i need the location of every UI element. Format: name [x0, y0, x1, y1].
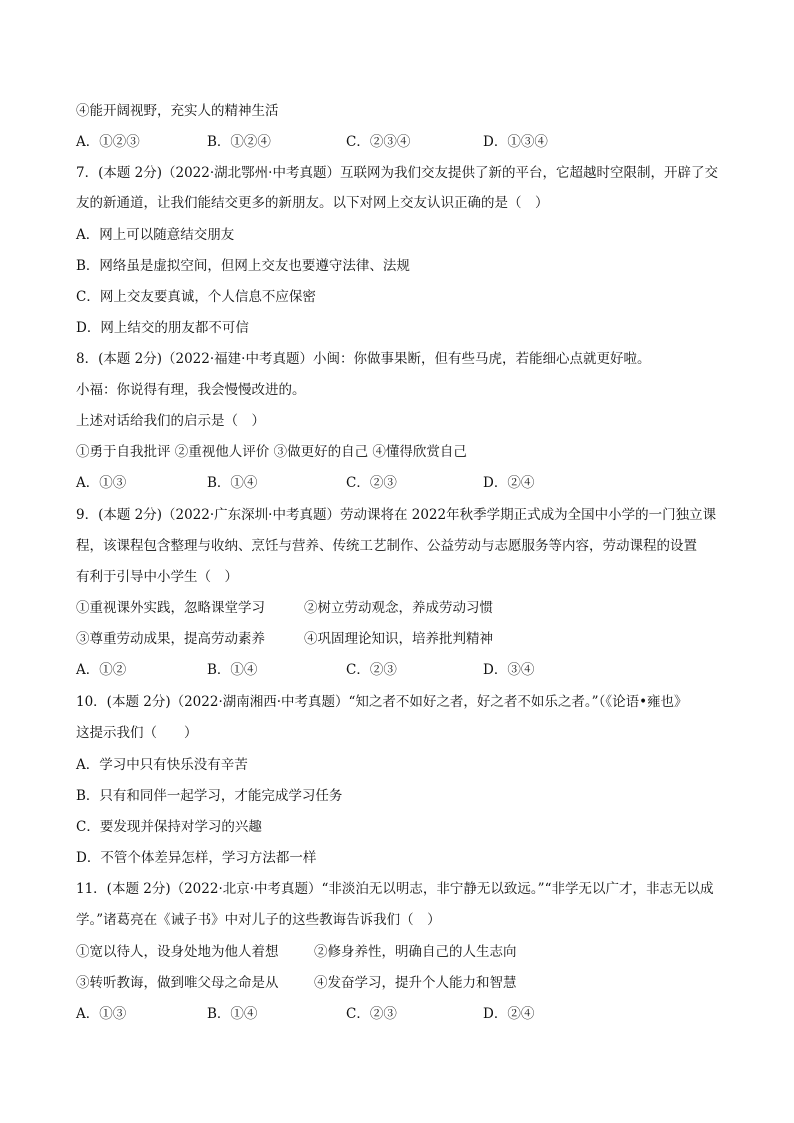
option-a: A．①②③ [76, 134, 140, 150]
prev-question-item-4: ④能开阔视野，充实人的精神生活 [76, 103, 279, 119]
option-a: A．①② [76, 662, 127, 678]
q9-stem-line-2: 程，该课程包含整理与收纳、烹饪与营养、传统工艺制作、公益劳动与志愿服务等内容，劳动课程的设置 [76, 538, 697, 554]
q11-item-4: ④发奋学习，提升个人能力和智慧 [314, 975, 517, 991]
q10-option-a: A．学习中只有快乐没有辛苦 [76, 757, 248, 773]
option-d: D．①③④ [483, 134, 548, 150]
option-a: A．①③ [76, 475, 127, 491]
option-c: C．②③ [346, 1006, 397, 1022]
q7-option-d: D．网上结交的朋友都不可信 [76, 320, 249, 336]
q10-option-d: D．不管个体差异怎样，学习方法都一样 [76, 850, 317, 866]
q10-stem-line-1: 10．(本题 2分)（2022·湖南湘西·中考真题）“知之者不如好之者，好之者不如乐之者。”（《论语•雍也》 [76, 694, 688, 710]
q9-item-4: ④巩固理论知识，培养批判精神 [304, 631, 493, 647]
option-c: C．②③ [346, 475, 397, 491]
q9-item-1: ①重视课外实践，忽略课堂学习 [76, 600, 265, 616]
q8-items: ①勇于自我批评 ②重视他人评价 ③做更好的自己 ④懂得欣赏自己 [76, 444, 467, 460]
q9-stem-line-1: 9．(本题 2分)（2022·广东深圳·中考真题）劳动课将在 2022年秋季学期正式成为全国中小学的一门独立课 [76, 507, 717, 523]
q11-item-3: ③转听教诲，做到唯父母之命是从 [76, 975, 279, 991]
q7-option-a: A．网上可以随意结交朋友 [76, 227, 235, 243]
q11-stem-line-1: 11．(本题 2分)（2022·北京·中考真题）“非淡泊无以明志，非宁静无以致远。”“非学无以广才，非志无以成 [76, 881, 714, 897]
option-d: D．②④ [483, 1006, 535, 1022]
q11-stem-line-2: 学。”诸葛亮在《诫子书》中对儿子的这些教诲告诉我们（ ） [76, 912, 441, 928]
option-d: D．③④ [483, 662, 535, 678]
option-a: A．①③ [76, 1006, 127, 1022]
option-c: C．②③ [346, 662, 397, 678]
option-d: D．②④ [483, 475, 535, 491]
option-b: B．①②④ [207, 134, 271, 150]
q8-stem-line-1: 8．(本题 2分)（2022·福建·中考真题）小闽：你做事果断，但有些马虎，若能细心点就更好啦。 [76, 351, 651, 367]
q7-option-b: B．网络虽是虚拟空间，但网上交友也要遵守法律、法规 [76, 258, 410, 274]
q11-item-2: ②修身养性，明确自己的人生志向 [314, 944, 517, 960]
q11-item-1: ①宽以待人，设身处地为他人着想 [76, 944, 279, 960]
q8-stem-line-2: 小福：你说得有理，我会慢慢改进的。 [76, 382, 306, 398]
q7-option-c: C．网上交友要真诚，个人信息不应保密 [76, 289, 316, 305]
q8-stem-line-3: 上述对话给我们的启示是（ ） [76, 413, 265, 429]
q9-stem-line-3: 有利于引导中小学生（ ） [76, 569, 238, 585]
q10-stem-line-2: 这提示我们（ ） [76, 725, 198, 741]
q7-stem-line-1: 7．(本题 2分)（2022·湖北鄂州·中考真题）互联网为我们交友提供了新的平台，它超越时空限制，开辟了交 [76, 165, 718, 181]
option-b: B．①④ [207, 475, 258, 491]
option-b: B．①④ [207, 1006, 258, 1022]
q10-option-b: B．只有和同伴一起学习，才能完成学习任务 [76, 788, 343, 804]
option-c: C．②③④ [346, 134, 411, 150]
q10-option-c: C．要发现并保持对学习的兴趣 [76, 819, 262, 835]
q9-item-3: ③尊重劳动成果，提高劳动素养 [76, 631, 265, 647]
q9-item-2: ②树立劳动观念，养成劳动习惯 [304, 600, 493, 616]
option-b: B．①④ [207, 662, 258, 678]
q7-stem-line-2: 友的新通道，让我们能结交更多的新朋友。以下对网上交友认识正确的是（ ） [76, 195, 549, 211]
